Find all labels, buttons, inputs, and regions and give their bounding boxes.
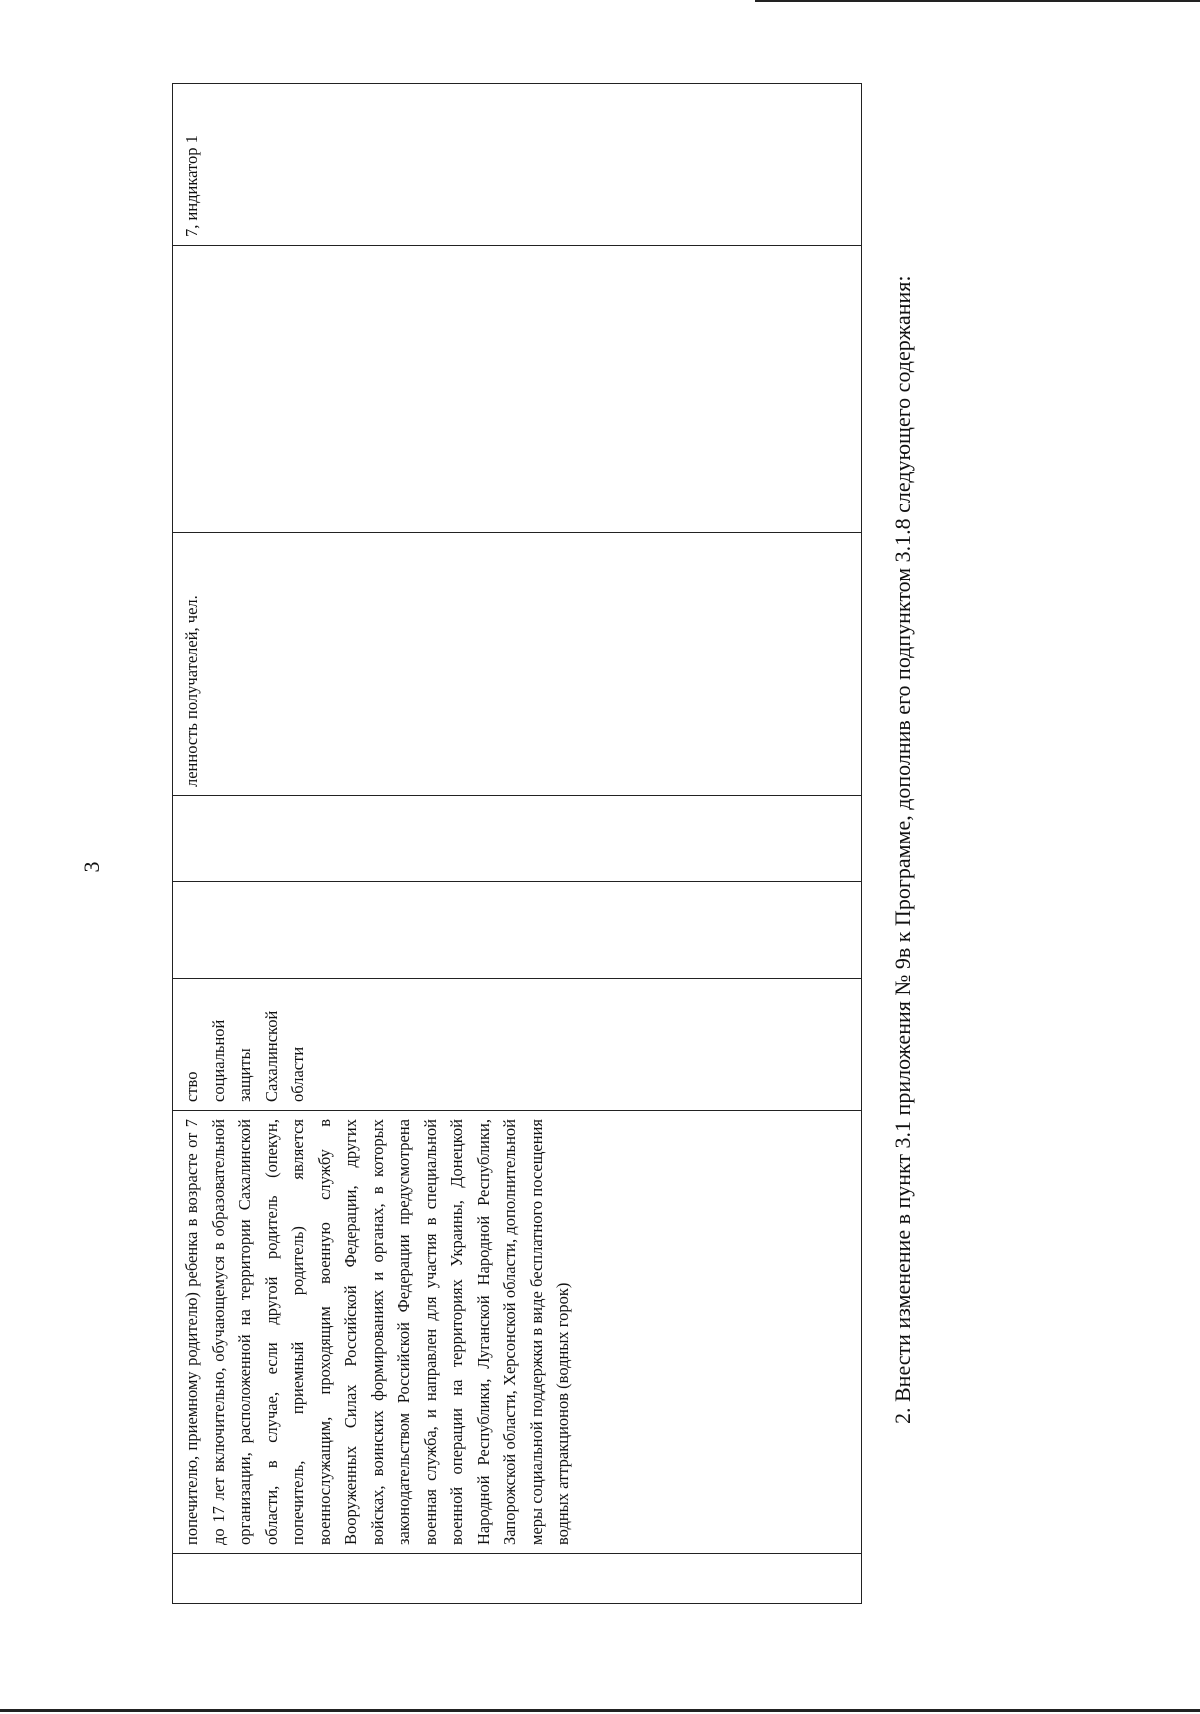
instruction-text: 2. Внести изменение в пункт 3.1 приложения № 9в к Программе, дополнив его подпунктом 3.1.8 следующего содержания: [890, 275, 915, 1424]
program-table [172, 83, 862, 1604]
rotated-content [172, 84, 915, 1604]
table-cell-indicator-name: ленность получателей, чел. [173, 533, 862, 796]
table-cell-empty-3 [173, 246, 862, 533]
table-cell-indicator-ref: 7, индикатор 1 [173, 84, 862, 246]
table-cell-executor: ство социальной защиты Сахалинской области [173, 979, 862, 1111]
page-number: 3 [79, 861, 104, 873]
scan-border-top [755, 0, 1200, 2]
table-cell-empty-1 [173, 882, 862, 979]
scan-border-bottom [0, 1709, 1200, 1712]
table-cell-number [173, 1554, 862, 1604]
table-cell-empty-2 [173, 796, 862, 882]
table-cell-description: попечителю, приемному родителю) ребенка в возрасте от 7 до 17 лет включительно, обучающемуся в образовательной организации, расположенной на территории Сахалинской области, в случае, если другой родитель (опекун, попечитель, приемный родитель) является военнослужащим, проходящим военную службу в Вооруженных Силах Российской Федерации, других войсках, воинских формированиях и органах, в которых законодательством Российской Федерации предусмотрена военная служба, и направлен для участия в специальной военной операции на территориях Украины, Донецкой Народной Республики, Луганской Народной Республики, Запорожской области, Херсонской области, дополнительной меры социальной поддержки в виде бесплатного посещения водных аттракционов (водных горок) [173, 1111, 862, 1554]
instruction-paragraph [884, 94, 922, 1594]
table-row [173, 84, 862, 1604]
